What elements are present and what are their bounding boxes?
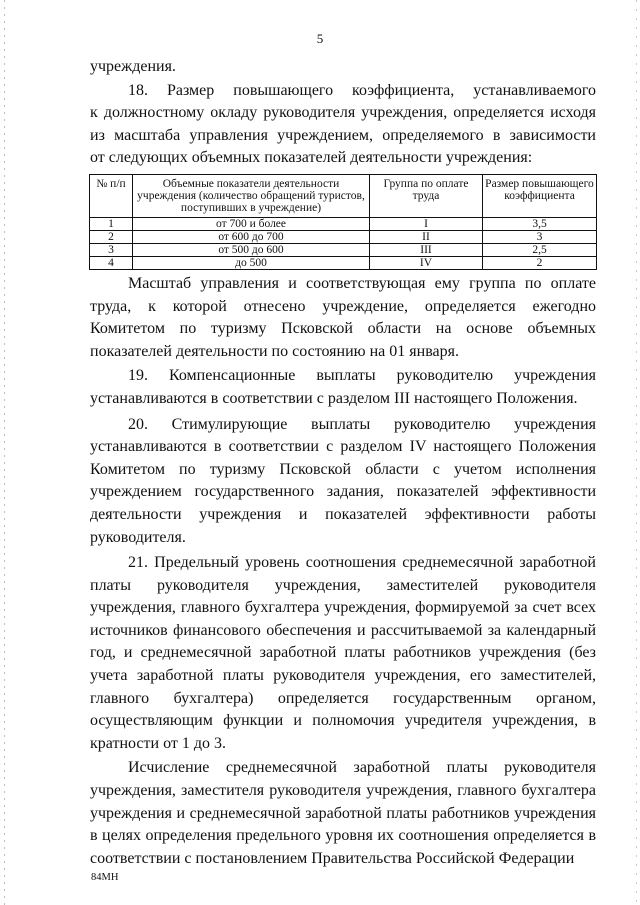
cell-number: 4 [90, 256, 133, 269]
footer-document-code: 84МН [91, 872, 119, 883]
page-number: 5 [316, 31, 324, 46]
header-pay-group: Группа по оплате труда [370, 174, 483, 217]
cell-group: IV [370, 256, 483, 269]
header-number: № п/п [90, 174, 133, 217]
document-body [90, 56, 596, 870]
table-row [90, 243, 597, 256]
cell-coefficient: 3 [483, 230, 597, 243]
cell-number: 2 [90, 230, 133, 243]
table-row [90, 256, 597, 269]
cell-group: III [370, 243, 483, 256]
section-18-line: из масштаба управления учреждением, определяемого в зависимости [90, 126, 596, 144]
paragraph-management-scale: Масштаб управления и соответствующая ему группа по оплате труда, к которой отнесено учреждение, определяется ежегодно Комитетом по туризму Псковской области на основе объемных показателей деятельности по состоянию на 01 января. [90, 274, 596, 360]
paragraph-salary-calculation: Исчисление среднемесячной заработной платы руководителя учреждения, заместителя руководителя учреждения, главного бухгалтера учреждения и среднемесячной заработной платы работников учреждения в целях определения предельного уровня их соотношения определяется в соответствии с постановлением Правительства Российской Федерации [90, 759, 596, 867]
header-coefficient: Размер повышающего коэффициента [483, 174, 597, 217]
table-header-row [90, 174, 597, 217]
cell-indicator: от 500 до 600 [133, 243, 370, 256]
scan-edge-left [4, 0, 5, 905]
header-indicators: Объемные показатели деятельности учреждения (количество обращений туристов, поступивших в учреждение) [133, 174, 370, 217]
section-18 [90, 80, 596, 170]
intro-fragment: учреждения. [90, 58, 176, 75]
cell-indicator: до 500 [133, 256, 370, 269]
paragraph-section-20: 20. Стимулирующие выплаты руководителю учреждения устанавливаются в соответствии с разделом IV настоящего Положения Комитетом по туризму Псковской области с учетом исполнения учреждением государственного задания, показателей эффективности деятельности учреждения и показателей эффективности работы руководителя. [90, 415, 596, 546]
paragraph-section-19: 19. Компенсационные выплаты руководителю учреждения устанавливаются в соответствии с разделом III настоящего Положения. [90, 367, 596, 407]
section-18-line: к должностному окладу руководителя учреждения, определяется исходя [90, 104, 596, 122]
table-row [90, 230, 597, 243]
section-18-line: 18. Размер повышающего коэффициента, устанавливаемого [128, 81, 596, 99]
cell-coefficient: 2,5 [483, 243, 597, 256]
cell-number: 3 [90, 243, 133, 256]
cell-number: 1 [90, 217, 133, 230]
volume-indicators-table [89, 174, 597, 270]
paragraph-section-21: 21. Предельный уровень соотношения среднемесячной заработной платы руководителя учреждения, заместителей руководителя учреждения, главного бухгалтера учреждения, формируемой за счет всех источников финансового обеспечения и рассчитываемой за календарный год, и среднемесячной заработной платы работников учреждения (без учета заработной платы руководителя учреждения, его заместителей, главного бухгалтера) определяется государственным органом, осуществляющим функции и полномочия учредителя учреждения, в кратности от 1 до 3. [90, 554, 596, 752]
table-row [90, 217, 597, 230]
section-18-line: от следующих объемных показателей деятельности учреждения: [90, 149, 533, 167]
cell-group: II [370, 230, 483, 243]
scan-edge-right [636, 0, 637, 905]
cell-indicator: от 700 и более [133, 217, 370, 230]
cell-coefficient: 2 [483, 256, 597, 269]
cell-coefficient: 3,5 [483, 217, 597, 230]
cell-group: I [370, 217, 483, 230]
cell-indicator: от 600 до 700 [133, 230, 370, 243]
